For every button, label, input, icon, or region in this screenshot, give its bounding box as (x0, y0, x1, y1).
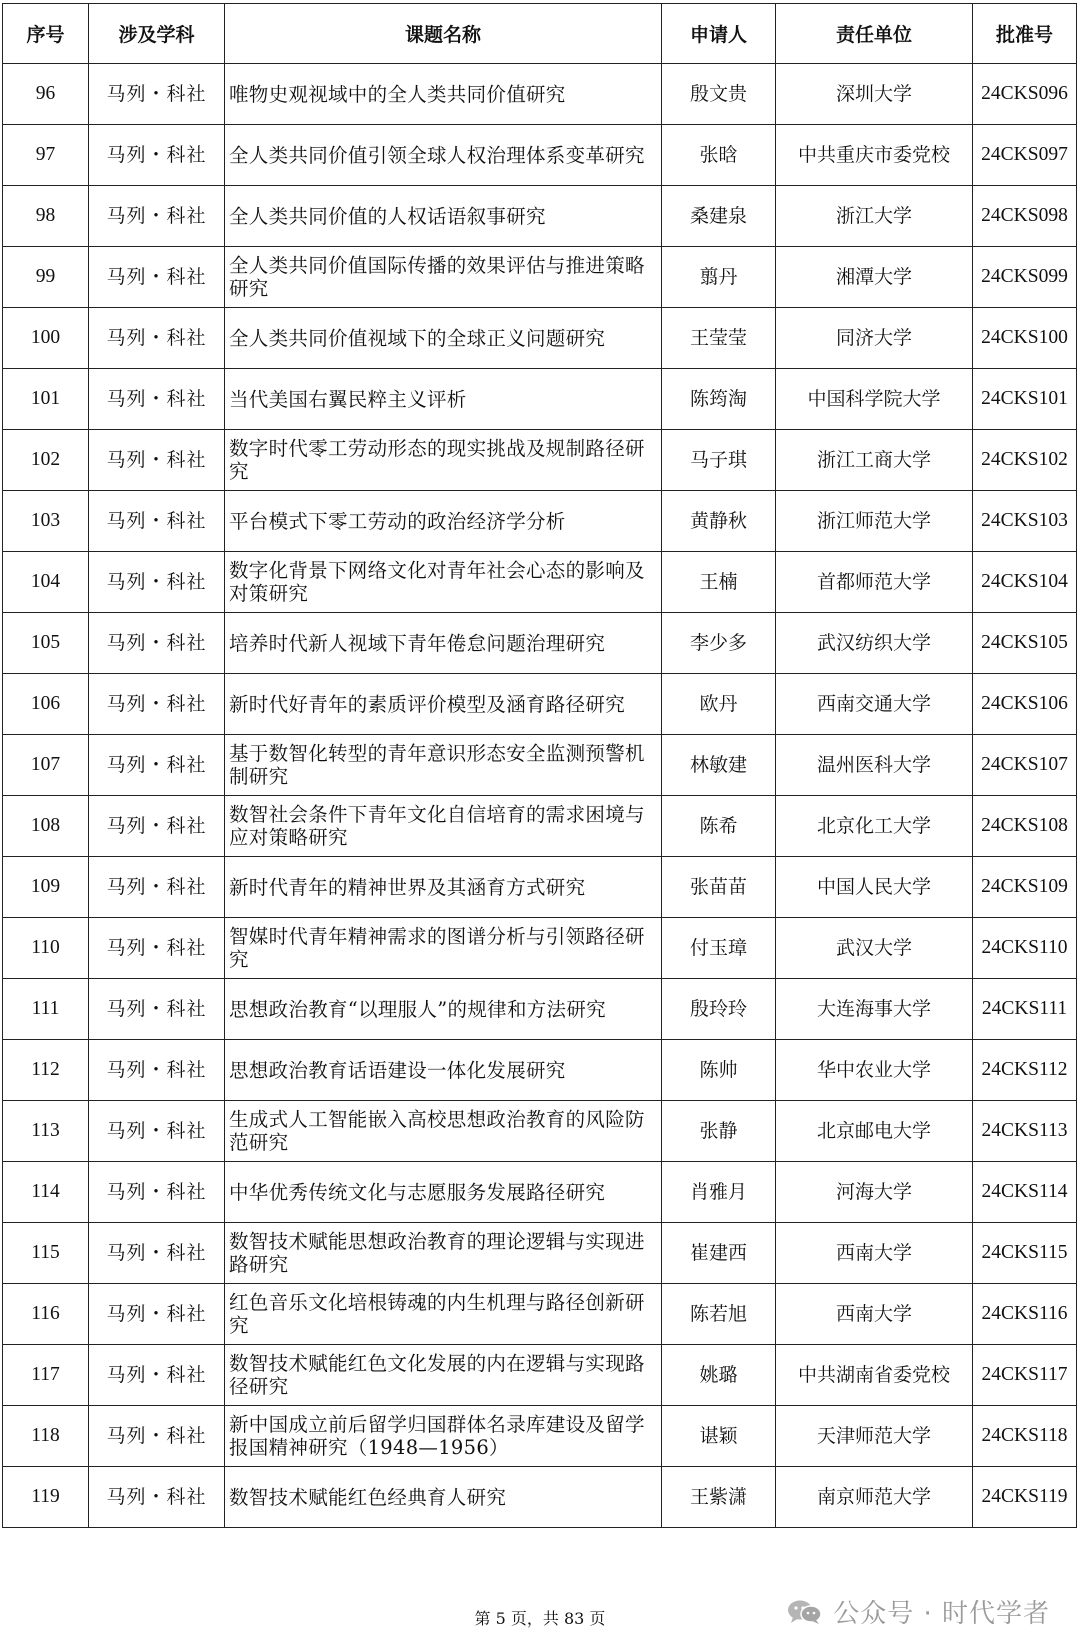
table-row (3, 1406, 1077, 1467)
row-index: 119 (3, 1467, 89, 1528)
row-title: 培养时代新人视域下青年倦怠问题治理研究 (225, 613, 662, 674)
row-approval-no: 24CKS108 (973, 796, 1077, 857)
row-index: 105 (3, 613, 89, 674)
row-applicant: 殷文贵 (662, 64, 776, 125)
row-unit: 浙江工商大学 (776, 430, 973, 491)
row-applicant: 欧丹 (662, 674, 776, 735)
row-discipline: 马列・科社 (89, 674, 225, 735)
table-row (3, 308, 1077, 369)
row-approval-no: 24CKS098 (973, 186, 1077, 247)
row-applicant: 马子琪 (662, 430, 776, 491)
row-applicant: 陈筠淘 (662, 369, 776, 430)
row-index: 102 (3, 430, 89, 491)
row-title: 数字化背景下网络文化对青年社会心态的影响及对策研究 (225, 552, 662, 613)
row-discipline: 马列・科社 (89, 247, 225, 308)
header-title: 课题名称 (225, 4, 662, 64)
row-title: 中华优秀传统文化与志愿服务发展路径研究 (225, 1162, 662, 1223)
row-applicant: 王楠 (662, 552, 776, 613)
row-index: 114 (3, 1162, 89, 1223)
row-discipline: 马列・科社 (89, 796, 225, 857)
row-title: 红色音乐文化培根铸魂的内生机理与路径创新研究 (225, 1284, 662, 1345)
row-index: 113 (3, 1101, 89, 1162)
page-number: 第 5 页，共 83 页 (474, 1609, 606, 1628)
table-row (3, 1040, 1077, 1101)
row-applicant: 付玉璋 (662, 918, 776, 979)
table-row (3, 430, 1077, 491)
row-approval-no: 24CKS104 (973, 552, 1077, 613)
row-approval-no: 24CKS109 (973, 857, 1077, 918)
row-title: 数智技术赋能红色经典育人研究 (225, 1467, 662, 1528)
table-row (3, 735, 1077, 796)
row-unit: 北京化工大学 (776, 796, 973, 857)
row-unit: 西南交通大学 (776, 674, 973, 735)
table-row (3, 1284, 1077, 1345)
row-discipline: 马列・科社 (89, 1040, 225, 1101)
row-discipline: 马列・科社 (89, 186, 225, 247)
row-title: 当代美国右翼民粹主义评析 (225, 369, 662, 430)
row-approval-no: 24CKS107 (973, 735, 1077, 796)
row-approval-no: 24CKS103 (973, 491, 1077, 552)
row-approval-no: 24CKS099 (973, 247, 1077, 308)
table-row (3, 64, 1077, 125)
table-row (3, 857, 1077, 918)
row-applicant: 殷玲玲 (662, 979, 776, 1040)
row-unit: 武汉纺织大学 (776, 613, 973, 674)
row-approval-no: 24CKS116 (973, 1284, 1077, 1345)
row-discipline: 马列・科社 (89, 979, 225, 1040)
row-index: 99 (3, 247, 89, 308)
row-index: 111 (3, 979, 89, 1040)
table-row (3, 1467, 1077, 1528)
row-index: 104 (3, 552, 89, 613)
header-approval-no: 批准号 (973, 4, 1077, 64)
row-approval-no: 24CKS096 (973, 64, 1077, 125)
row-discipline: 马列・科社 (89, 918, 225, 979)
row-title: 全人类共同价值国际传播的效果评估与推进策略研究 (225, 247, 662, 308)
row-approval-no: 24CKS100 (973, 308, 1077, 369)
row-title: 全人类共同价值视域下的全球正义问题研究 (225, 308, 662, 369)
project-table (2, 3, 1077, 1528)
row-title: 基于数智化转型的青年意识形态安全监测预警机制研究 (225, 735, 662, 796)
row-discipline: 马列・科社 (89, 1223, 225, 1284)
row-index: 100 (3, 308, 89, 369)
row-applicant: 张晗 (662, 125, 776, 186)
row-discipline: 马列・科社 (89, 1467, 225, 1528)
table-row (3, 491, 1077, 552)
header-row (3, 4, 1077, 64)
row-discipline: 马列・科社 (89, 1101, 225, 1162)
row-discipline: 马列・科社 (89, 369, 225, 430)
row-title: 平台模式下零工劳动的政治经济学分析 (225, 491, 662, 552)
row-title: 生成式人工智能嵌入高校思想政治教育的风险防范研究 (225, 1101, 662, 1162)
row-applicant: 桑建泉 (662, 186, 776, 247)
row-unit: 深圳大学 (776, 64, 973, 125)
table-row (3, 613, 1077, 674)
row-unit: 浙江大学 (776, 186, 973, 247)
row-unit: 南京师范大学 (776, 1467, 973, 1528)
row-approval-no: 24CKS110 (973, 918, 1077, 979)
row-discipline: 马列・科社 (89, 64, 225, 125)
row-title: 数智技术赋能红色文化发展的内在逻辑与实现路径研究 (225, 1345, 662, 1406)
row-index: 110 (3, 918, 89, 979)
row-title: 全人类共同价值引领全球人权治理体系变革研究 (225, 125, 662, 186)
table-row (3, 125, 1077, 186)
row-index: 112 (3, 1040, 89, 1101)
header-index: 序号 (3, 4, 89, 64)
row-unit: 西南大学 (776, 1284, 973, 1345)
row-index: 96 (3, 64, 89, 125)
table-row (3, 979, 1077, 1040)
row-applicant: 王紫潇 (662, 1467, 776, 1528)
table-row (3, 369, 1077, 430)
row-title: 新时代青年的精神世界及其涵育方式研究 (225, 857, 662, 918)
table-row (3, 186, 1077, 247)
row-index: 107 (3, 735, 89, 796)
row-unit: 温州医科大学 (776, 735, 973, 796)
row-discipline: 马列・科社 (89, 1284, 225, 1345)
row-applicant: 翦丹 (662, 247, 776, 308)
row-index: 108 (3, 796, 89, 857)
row-index: 106 (3, 674, 89, 735)
row-applicant: 肖雅月 (662, 1162, 776, 1223)
row-unit: 中国科学院大学 (776, 369, 973, 430)
row-discipline: 马列・科社 (89, 735, 225, 796)
table-row (3, 674, 1077, 735)
row-approval-no: 24CKS101 (973, 369, 1077, 430)
row-unit: 北京邮电大学 (776, 1101, 973, 1162)
row-title: 智媒时代青年精神需求的图谱分析与引领路径研究 (225, 918, 662, 979)
row-discipline: 马列・科社 (89, 1162, 225, 1223)
row-title: 数智社会条件下青年文化自信培育的需求困境与应对策略研究 (225, 796, 662, 857)
table-row (3, 1223, 1077, 1284)
row-unit: 华中农业大学 (776, 1040, 973, 1101)
row-title: 数智技术赋能思想政治教育的理论逻辑与实现进路研究 (225, 1223, 662, 1284)
row-applicant: 黄静秋 (662, 491, 776, 552)
row-discipline: 马列・科社 (89, 491, 225, 552)
row-discipline: 马列・科社 (89, 308, 225, 369)
row-approval-no: 24CKS112 (973, 1040, 1077, 1101)
row-approval-no: 24CKS119 (973, 1467, 1077, 1528)
row-unit: 首都师范大学 (776, 552, 973, 613)
row-applicant: 张静 (662, 1101, 776, 1162)
row-discipline: 马列・科社 (89, 1406, 225, 1467)
row-applicant: 李少多 (662, 613, 776, 674)
table-row (3, 1345, 1077, 1406)
row-title: 新中国成立前后留学归国群体名录库建设及留学报国精神研究（1948—1956） (225, 1406, 662, 1467)
row-index: 103 (3, 491, 89, 552)
row-approval-no: 24CKS113 (973, 1101, 1077, 1162)
row-index: 116 (3, 1284, 89, 1345)
row-index: 109 (3, 857, 89, 918)
row-approval-no: 24CKS115 (973, 1223, 1077, 1284)
row-approval-no: 24CKS106 (973, 674, 1077, 735)
row-unit: 河海大学 (776, 1162, 973, 1223)
row-index: 117 (3, 1345, 89, 1406)
row-applicant: 姚璐 (662, 1345, 776, 1406)
table-row (3, 918, 1077, 979)
row-discipline: 马列・科社 (89, 125, 225, 186)
row-index: 115 (3, 1223, 89, 1284)
row-title: 全人类共同价值的人权话语叙事研究 (225, 186, 662, 247)
row-title: 唯物史观视域中的全人类共同价值研究 (225, 64, 662, 125)
row-unit: 天津师范大学 (776, 1406, 973, 1467)
row-applicant: 张苗苗 (662, 857, 776, 918)
row-approval-no: 24CKS097 (973, 125, 1077, 186)
row-discipline: 马列・科社 (89, 1345, 225, 1406)
row-title: 思想政治教育话语建设一体化发展研究 (225, 1040, 662, 1101)
row-applicant: 陈帅 (662, 1040, 776, 1101)
row-discipline: 马列・科社 (89, 430, 225, 491)
header-applicant: 申请人 (662, 4, 776, 64)
row-index: 101 (3, 369, 89, 430)
row-discipline: 马列・科社 (89, 857, 225, 918)
header-unit: 责任单位 (776, 4, 973, 64)
row-unit: 中国人民大学 (776, 857, 973, 918)
row-unit: 中共湖南省委党校 (776, 1345, 973, 1406)
row-unit: 浙江师范大学 (776, 491, 973, 552)
row-applicant: 林敏建 (662, 735, 776, 796)
row-applicant: 王莹莹 (662, 308, 776, 369)
row-applicant: 陈若旭 (662, 1284, 776, 1345)
row-approval-no: 24CKS105 (973, 613, 1077, 674)
row-approval-no: 24CKS118 (973, 1406, 1077, 1467)
row-title: 新时代好青年的素质评价模型及涵育路径研究 (225, 674, 662, 735)
table-row (3, 796, 1077, 857)
table-row (3, 1162, 1077, 1223)
row-discipline: 马列・科社 (89, 613, 225, 674)
row-unit: 湘潭大学 (776, 247, 973, 308)
table-row (3, 1101, 1077, 1162)
row-applicant: 谌颖 (662, 1406, 776, 1467)
table-row (3, 247, 1077, 308)
row-unit: 同济大学 (776, 308, 973, 369)
row-unit: 中共重庆市委党校 (776, 125, 973, 186)
table-row (3, 552, 1077, 613)
row-index: 118 (3, 1406, 89, 1467)
row-unit: 大连海事大学 (776, 979, 973, 1040)
watermark-text: 公众号 · 时代学者 (833, 1599, 1050, 1629)
row-unit: 武汉大学 (776, 918, 973, 979)
row-applicant: 崔建西 (662, 1223, 776, 1284)
row-index: 98 (3, 186, 89, 247)
row-index: 97 (3, 125, 89, 186)
header-discipline: 涉及学科 (89, 4, 225, 64)
row-unit: 西南大学 (776, 1223, 973, 1284)
row-approval-no: 24CKS117 (973, 1345, 1077, 1406)
row-approval-no: 24CKS111 (973, 979, 1077, 1040)
row-applicant: 陈希 (662, 796, 776, 857)
row-discipline: 马列・科社 (89, 552, 225, 613)
row-title: 思想政治教育“以理服人”的规律和方法研究 (225, 979, 662, 1040)
row-approval-no: 24CKS102 (973, 430, 1077, 491)
row-title: 数字时代零工劳动形态的现实挑战及规制路径研究 (225, 430, 662, 491)
row-approval-no: 24CKS114 (973, 1162, 1077, 1223)
